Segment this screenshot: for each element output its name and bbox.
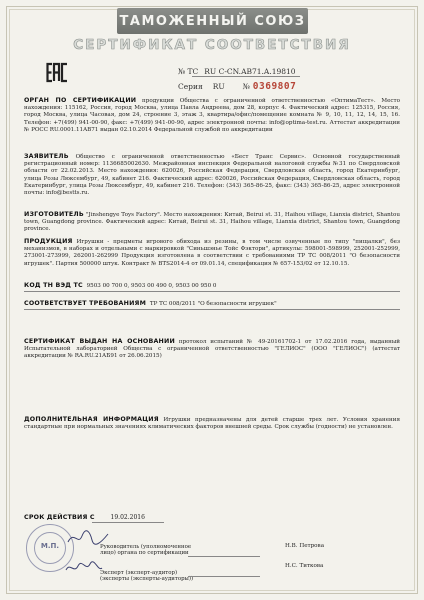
series-value: RU (212, 82, 225, 91)
additional-info-section (24, 416, 400, 431)
series-line (178, 81, 296, 92)
additional-info-text: Игрушки предназначены для детей старше трех лет. Условия хранения стандартные при нормальных значениях климатических факторов внешней среды. Срок службы (годности) не установлен. (24, 417, 400, 431)
certificate-number-line (178, 67, 296, 76)
basis-label: СЕРТИФИКАТ ВЫДАН НА ОСНОВАНИИ (24, 338, 175, 345)
certificate-title: СЕРТИФИКАТ СООТВЕТСТВИЯ (73, 37, 351, 53)
requirements-line (24, 300, 277, 307)
head-name: Н.В. Петрова (285, 543, 325, 549)
validity-label: СРОК ДЕЙСТВИЯ С (24, 514, 95, 521)
tn-ved-line (24, 282, 216, 289)
requirements-label: СООТВЕТСТВУЕТ ТРЕБОВАНИЯМ (24, 300, 147, 307)
expert-label (100, 570, 193, 582)
certificate-number: RU C-CN.AB71.A.19810 (204, 67, 296, 76)
expert-name: Н.С. Титкова (285, 563, 324, 569)
tn-ved-codes: 9503 00 700 0, 9503 00 490 0, 9503 00 950 0 (86, 283, 217, 289)
validity-underline (92, 522, 164, 523)
validity-line (24, 514, 145, 521)
manufacturer-label: ИЗГОТОВИТЕЛЬ (24, 211, 84, 218)
expert-signature (64, 560, 104, 576)
eac-logo (46, 62, 68, 83)
product-text: Игрушки - предметы игрового обихода из резины, в том числе озвученные по типу "пищалки", без механизмов, в наборах и отдельными с маркировкой "Синьшэнье Тойс Фэктори", артикулы: 598001-598999, 252001-252999, 273001-273999, 262001-262999 Продукция изготовлена в соответствии с требованиями ТР ТС 008/2011 "О безопасности игрушек". Партия 500000 штук. Контракт № BTS2014-4 от 09.01.14, спецификация № 657-153/02 от 12.10.15. (24, 239, 401, 267)
product-label: ПРОДУКЦИЯ (24, 238, 73, 245)
applicant-text: Общество с ограниченной ответственностью «Бест Транс Сервис». Основной государственный регистрационный номер: 1136685002630. Межрайонная инспекция Федеральной налоговой службы №31 по Свердловской области от 22.02.2013. Место нахождения: 620026, Российская Федерация, Свердловская область, город Екатеринбург, улица Розы Люксембург, 49, кабинет 216. Фактический адрес: 620026, Российская Федерация, Свердловская область, город Екатеринбург, улица Розы Люксембург, 49, кабинет 216. Телефон: (343) 365-86-25, факс: (343) 365-86-25, адрес электронной почты: info@bestts.ru. (24, 154, 401, 197)
basis-text: протокол испытаний № 49-20161702-1 от 17.02.2016 года, выданный Испытательной лабораторией Общества с ограниченной ответственностью "ГЕЛИОС" (ООО "ГЕЛИОС") (аттестат аккредитации № RA.RU.21АБ91 от 26.06.2015) (24, 339, 401, 360)
additional-info-label: ДОПОЛНИТЕЛЬНАЯ ИНФОРМАЦИЯ (24, 416, 159, 423)
blank-number: 0369807 (252, 81, 297, 92)
requirements-rule (24, 309, 400, 310)
number-label: № ТС (178, 67, 199, 76)
number-underline (192, 76, 300, 77)
applicant-label: ЗАЯВИТЕЛЬ (24, 153, 69, 160)
manufacturer-section (24, 211, 400, 234)
manufacturer-text: "Jinshengye Toys Factory". Место нахождения: Китай, Beirui st. 31, Haihou village, Lianxia district, Shantou town, Guangdong province. Фактический адрес: Китай, Beirui st. 31, Haihou village, Lianxia district, Shantou town, Guangdong province. (24, 212, 400, 233)
certification-body-section (24, 97, 400, 134)
certification-body-label: ОРГАН ПО СЕРТИФИКАЦИИ (24, 97, 137, 104)
requirements-value: ТР ТС 008/2011 "О безопасности игрушек" (149, 301, 277, 307)
expert-label-line-2: (эксперты (эксперты-аудиторы)) (100, 576, 194, 583)
blank-number-label: № (242, 82, 250, 91)
expert-label-line-1: Эксперт (эксперт-аудитор) (100, 570, 178, 576)
basis-section (24, 338, 400, 361)
tn-ved-rule (24, 291, 400, 292)
series-label: Серия (178, 82, 203, 91)
head-signature-line (188, 556, 260, 557)
validity-from: 19.02.2016 (110, 514, 145, 521)
tn-ved-label: КОД ТН ВЭД ТС (24, 282, 83, 289)
head-label-line-1: Руководитель (уполномоченное (100, 544, 192, 550)
expert-signature-line (188, 576, 260, 577)
certification-body-text: продукции Общества с ограниченной ответственностью «ОптимаТест». Место нахождения: 115162, Россия, город Москва, улица Павла Андреева, дом 28, корпус 4. Фактический адрес: 125315, Россия, город Москва, улица Часовая, дом 24, строение 3, этаж 3, квартира/офис/помещение комната № 9, 10, 11, 12, 14, 15, 16. Телефон: +7(499) 941-00-90, факс: +7(499) 941-00-90, адрес электронной почты: info@optima-test.ru. Аттестат аккредитации № РОСС RU.0001.11AB71 выдан 02.10.2014 Федеральной службой по аккредитации (24, 98, 400, 133)
product-section (24, 238, 400, 268)
customs-union-banner: ТАМОЖЕННЫЙ СОЮЗ (117, 8, 308, 34)
stamp-label: М.П. (40, 542, 60, 550)
applicant-section (24, 153, 400, 197)
head-label (100, 544, 191, 556)
head-label-line-2: лицо) органа по сертификации (100, 550, 189, 557)
